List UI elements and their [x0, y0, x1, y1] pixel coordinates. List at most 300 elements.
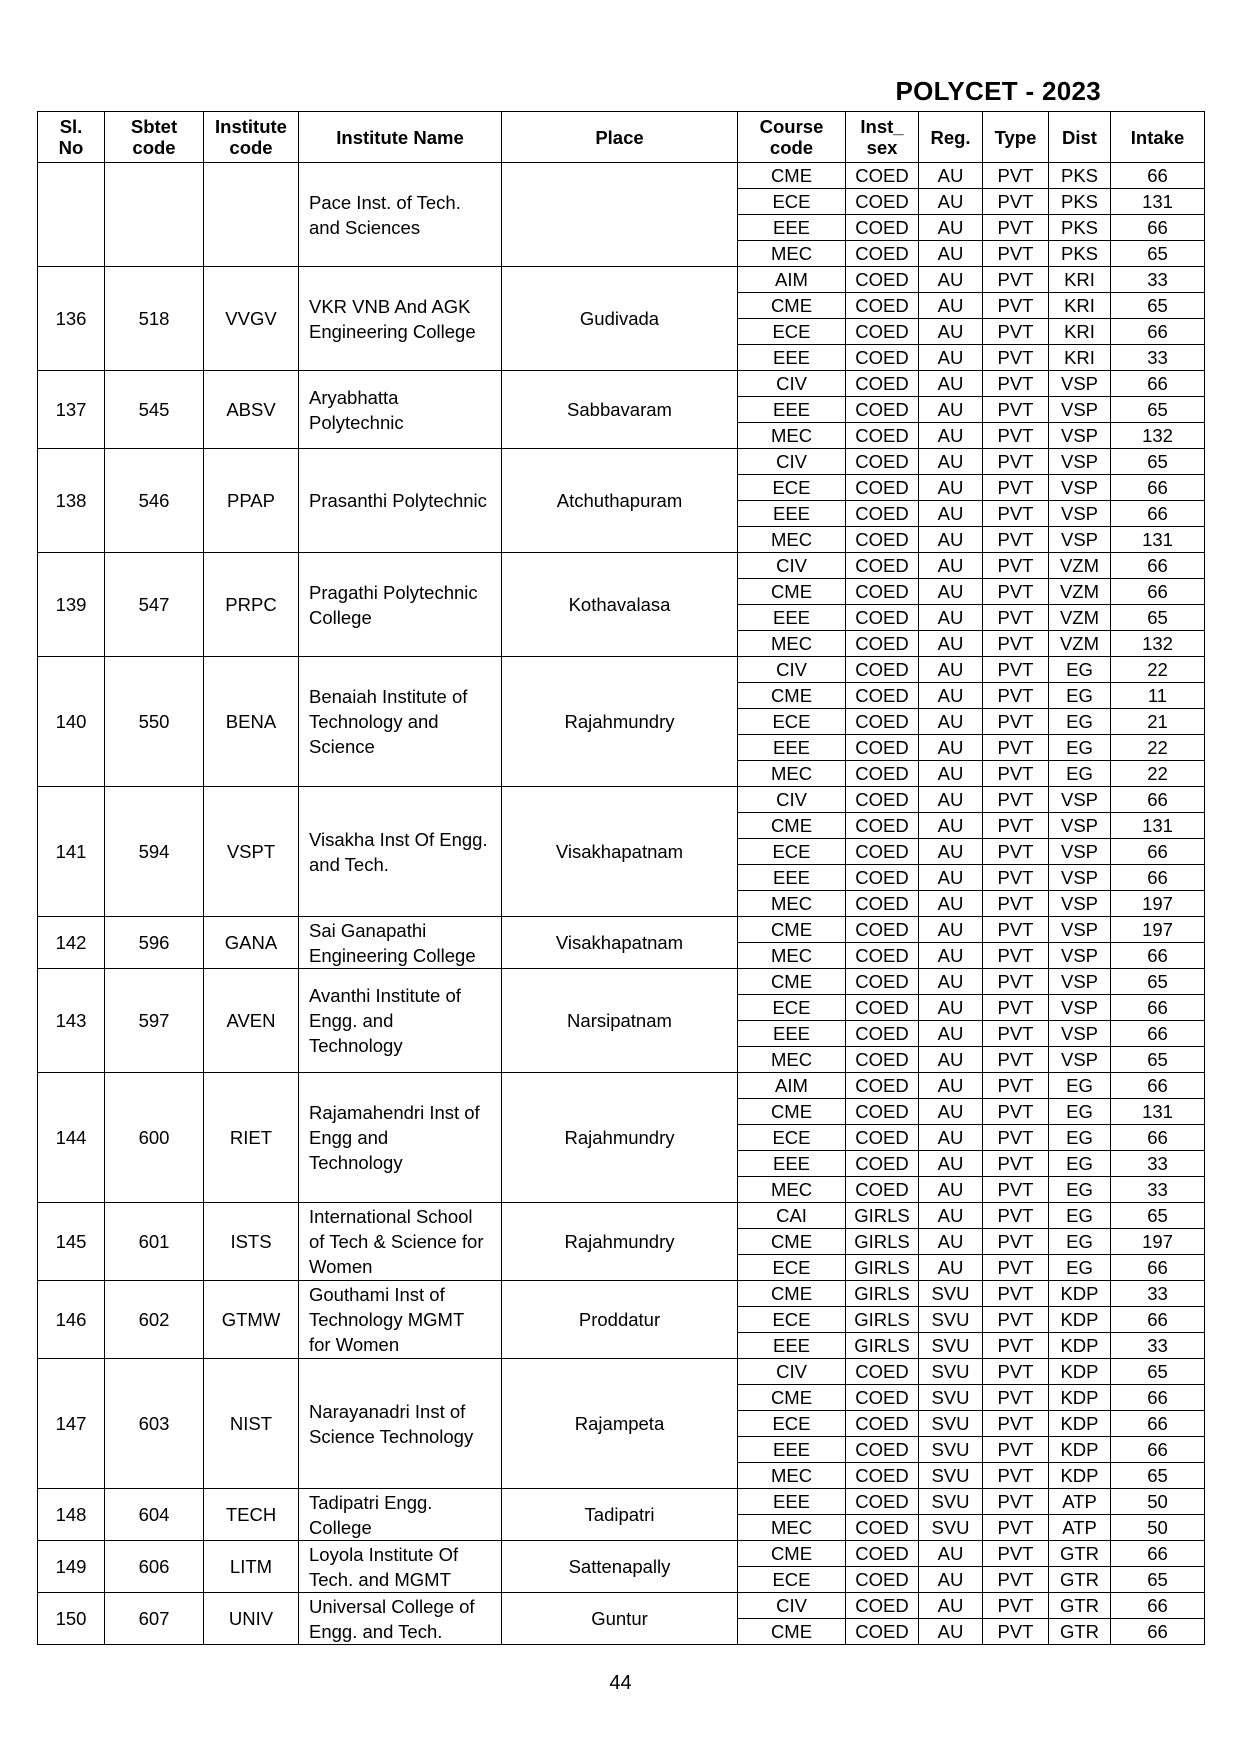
intake-cell: 131	[1111, 189, 1205, 215]
institute-name-cell: Loyola Institute Of Tech. and MGMT	[299, 1541, 502, 1593]
sl-no-cell: 137	[38, 371, 105, 449]
intake-cell: 50	[1111, 1515, 1205, 1541]
sbtet-code-cell: 607	[105, 1593, 204, 1645]
type-cell: PVT	[983, 1151, 1049, 1177]
institute-code-cell: ISTS	[204, 1203, 299, 1281]
course-code-cell: ECE	[738, 839, 846, 865]
type-cell: PVT	[983, 1619, 1049, 1645]
sbtet-code-cell: 546	[105, 449, 204, 553]
intake-cell: 65	[1111, 449, 1205, 475]
place-cell: Rajampeta	[502, 1359, 738, 1489]
inst-sex-cell: COED	[846, 1385, 919, 1411]
intake-cell: 65	[1111, 1047, 1205, 1073]
inst-sex-cell: COED	[846, 657, 919, 683]
district-cell: VSP	[1049, 969, 1111, 995]
region-cell: AU	[919, 345, 983, 371]
table-row	[38, 1593, 1205, 1619]
type-cell: PVT	[983, 553, 1049, 579]
intake-cell: 33	[1111, 345, 1205, 371]
intake-cell: 65	[1111, 605, 1205, 631]
table-row	[38, 657, 1205, 683]
sl-no-cell: 145	[38, 1203, 105, 1281]
intake-cell: 33	[1111, 267, 1205, 293]
type-cell: PVT	[983, 1099, 1049, 1125]
sbtet-code-cell: 594	[105, 787, 204, 917]
region-cell: AU	[919, 267, 983, 293]
intake-cell: 22	[1111, 735, 1205, 761]
region-cell: AU	[919, 1177, 983, 1203]
intake-cell: 22	[1111, 657, 1205, 683]
type-cell: PVT	[983, 969, 1049, 995]
region-cell: AU	[919, 397, 983, 423]
place-cell: Sabbavaram	[502, 371, 738, 449]
type-cell: PVT	[983, 1021, 1049, 1047]
course-code-cell: EEE	[738, 501, 846, 527]
inst-sex-cell: COED	[846, 1359, 919, 1385]
intake-cell: 66	[1111, 1541, 1205, 1567]
inst-sex-cell: COED	[846, 813, 919, 839]
sl-no-cell: 142	[38, 917, 105, 969]
intake-cell: 66	[1111, 1307, 1205, 1333]
district-cell: VSP	[1049, 995, 1111, 1021]
type-cell: PVT	[983, 267, 1049, 293]
intake-cell: 66	[1111, 371, 1205, 397]
district-cell: VSP	[1049, 1047, 1111, 1073]
district-cell: EG	[1049, 1177, 1111, 1203]
course-code-cell: ECE	[738, 709, 846, 735]
district-cell: GTR	[1049, 1619, 1111, 1645]
course-code-cell: EEE	[738, 735, 846, 761]
inst-sex-cell: COED	[846, 215, 919, 241]
district-cell: KDP	[1049, 1463, 1111, 1489]
place-cell: Rajahmundry	[502, 1073, 738, 1203]
institute-code-cell: RIET	[204, 1073, 299, 1203]
inst-sex-cell: GIRLS	[846, 1229, 919, 1255]
course-code-cell: CIV	[738, 1359, 846, 1385]
district-cell: KDP	[1049, 1281, 1111, 1307]
intake-cell: 66	[1111, 1619, 1205, 1645]
institute-name-cell: Pace Inst. of Tech. and Sciences	[299, 163, 502, 267]
intake-cell: 65	[1111, 1359, 1205, 1385]
district-cell: VZM	[1049, 605, 1111, 631]
type-cell: PVT	[983, 449, 1049, 475]
course-code-cell: EEE	[738, 1333, 846, 1359]
type-cell: PVT	[983, 241, 1049, 267]
intake-cell: 33	[1111, 1177, 1205, 1203]
intake-cell: 66	[1111, 1593, 1205, 1619]
inst-sex-cell: COED	[846, 995, 919, 1021]
course-code-cell: EEE	[738, 1151, 846, 1177]
region-cell: SVU	[919, 1307, 983, 1333]
course-code-cell: MEC	[738, 1177, 846, 1203]
inst-sex-cell: COED	[846, 319, 919, 345]
inst-sex-cell: COED	[846, 1619, 919, 1645]
type-cell: PVT	[983, 345, 1049, 371]
inst-sex-cell: COED	[846, 553, 919, 579]
type-cell: PVT	[983, 293, 1049, 319]
course-code-cell: CME	[738, 969, 846, 995]
region-cell: SVU	[919, 1281, 983, 1307]
intake-cell: 66	[1111, 943, 1205, 969]
sbtet-code-cell: 600	[105, 1073, 204, 1203]
course-code-cell: CIV	[738, 371, 846, 397]
district-cell: PKS	[1049, 163, 1111, 189]
institute-code-cell: LITM	[204, 1541, 299, 1593]
intake-cell: 66	[1111, 579, 1205, 605]
inst-sex-cell: COED	[846, 865, 919, 891]
header-sl-no: Sl. No	[38, 112, 105, 163]
intake-cell: 11	[1111, 683, 1205, 709]
sbtet-code-cell	[105, 163, 204, 267]
type-cell: PVT	[983, 1047, 1049, 1073]
course-code-cell: EEE	[738, 605, 846, 631]
region-cell: AU	[919, 865, 983, 891]
inst-sex-cell: COED	[846, 709, 919, 735]
type-cell: PVT	[983, 605, 1049, 631]
type-cell: PVT	[983, 709, 1049, 735]
institute-code-cell: PPAP	[204, 449, 299, 553]
district-cell: VSP	[1049, 527, 1111, 553]
district-cell: VZM	[1049, 553, 1111, 579]
inst-sex-cell: COED	[846, 1151, 919, 1177]
region-cell: AU	[919, 839, 983, 865]
district-cell: EG	[1049, 1099, 1111, 1125]
table-row	[38, 371, 1205, 397]
region-cell: AU	[919, 1541, 983, 1567]
intake-cell: 131	[1111, 1099, 1205, 1125]
region-cell: AU	[919, 709, 983, 735]
place-cell: Visakhapatnam	[502, 917, 738, 969]
intake-cell: 22	[1111, 761, 1205, 787]
type-cell: PVT	[983, 1281, 1049, 1307]
course-code-cell: CME	[738, 1099, 846, 1125]
course-code-cell: MEC	[738, 527, 846, 553]
inst-sex-cell: COED	[846, 1047, 919, 1073]
table-row	[38, 1489, 1205, 1515]
header-inst-sex: Inst_ sex	[846, 112, 919, 163]
intake-cell: 33	[1111, 1333, 1205, 1359]
intake-cell: 197	[1111, 917, 1205, 943]
type-cell: PVT	[983, 1203, 1049, 1229]
inst-sex-cell: COED	[846, 1567, 919, 1593]
course-code-cell: MEC	[738, 1463, 846, 1489]
inst-sex-cell: COED	[846, 345, 919, 371]
district-cell: VSP	[1049, 475, 1111, 501]
type-cell: PVT	[983, 995, 1049, 1021]
district-cell: KDP	[1049, 1385, 1111, 1411]
region-cell: AU	[919, 995, 983, 1021]
type-cell: PVT	[983, 787, 1049, 813]
course-code-cell: CME	[738, 917, 846, 943]
course-code-cell: ECE	[738, 475, 846, 501]
institute-code-cell: GTMW	[204, 1281, 299, 1359]
district-cell: KRI	[1049, 267, 1111, 293]
district-cell: EG	[1049, 657, 1111, 683]
inst-sex-cell: COED	[846, 527, 919, 553]
district-cell: VSP	[1049, 813, 1111, 839]
inst-sex-cell: COED	[846, 189, 919, 215]
course-code-cell: EEE	[738, 1489, 846, 1515]
course-code-cell: EEE	[738, 345, 846, 371]
region-cell: SVU	[919, 1333, 983, 1359]
district-cell: EG	[1049, 709, 1111, 735]
region-cell: AU	[919, 189, 983, 215]
header-place: Place	[502, 112, 738, 163]
intake-cell: 33	[1111, 1151, 1205, 1177]
intake-cell: 131	[1111, 813, 1205, 839]
district-cell: KDP	[1049, 1411, 1111, 1437]
sbtet-code-cell: 602	[105, 1281, 204, 1359]
table-row	[38, 787, 1205, 813]
sbtet-code-cell: 597	[105, 969, 204, 1073]
institute-name-cell: Sai Ganapathi Engineering College	[299, 917, 502, 969]
region-cell: SVU	[919, 1515, 983, 1541]
inst-sex-cell: COED	[846, 1515, 919, 1541]
district-cell: VSP	[1049, 891, 1111, 917]
table-row	[38, 1203, 1205, 1229]
district-cell: KDP	[1049, 1333, 1111, 1359]
type-cell: PVT	[983, 1593, 1049, 1619]
district-cell: VZM	[1049, 631, 1111, 657]
type-cell: PVT	[983, 163, 1049, 189]
course-code-cell: CAI	[738, 1203, 846, 1229]
place-cell: Visakhapatnam	[502, 787, 738, 917]
region-cell: SVU	[919, 1463, 983, 1489]
district-cell: KRI	[1049, 319, 1111, 345]
type-cell: PVT	[983, 813, 1049, 839]
district-cell: ATP	[1049, 1489, 1111, 1515]
region-cell: SVU	[919, 1411, 983, 1437]
district-cell: VSP	[1049, 1021, 1111, 1047]
intake-cell: 66	[1111, 1125, 1205, 1151]
course-code-cell: CIV	[738, 449, 846, 475]
region-cell: AU	[919, 1047, 983, 1073]
sbtet-code-cell: 596	[105, 917, 204, 969]
region-cell: AU	[919, 579, 983, 605]
institute-name-cell: Aryabhatta Polytechnic	[299, 371, 502, 449]
inst-sex-cell: COED	[846, 969, 919, 995]
course-code-cell: MEC	[738, 943, 846, 969]
type-cell: PVT	[983, 657, 1049, 683]
type-cell: PVT	[983, 891, 1049, 917]
institute-name-cell: Rajamahendri Inst of Engg and Technology	[299, 1073, 502, 1203]
inst-sex-cell: COED	[846, 917, 919, 943]
table-row	[38, 969, 1205, 995]
region-cell: AU	[919, 1151, 983, 1177]
table-row	[38, 267, 1205, 293]
district-cell: EG	[1049, 1203, 1111, 1229]
region-cell: AU	[919, 1255, 983, 1281]
district-cell: VSP	[1049, 397, 1111, 423]
type-cell: PVT	[983, 1385, 1049, 1411]
intake-cell: 50	[1111, 1489, 1205, 1515]
inst-sex-cell: COED	[846, 1411, 919, 1437]
inst-sex-cell: COED	[846, 163, 919, 189]
sbtet-code-cell: 550	[105, 657, 204, 787]
type-cell: PVT	[983, 1567, 1049, 1593]
place-cell: Rajahmundry	[502, 1203, 738, 1281]
sl-no-cell: 138	[38, 449, 105, 553]
course-code-cell: EEE	[738, 865, 846, 891]
course-code-cell: CME	[738, 1385, 846, 1411]
table-row	[38, 1073, 1205, 1099]
sl-no-cell	[38, 163, 105, 267]
inst-sex-cell: GIRLS	[846, 1281, 919, 1307]
institute-code-cell: ABSV	[204, 371, 299, 449]
sl-no-cell: 139	[38, 553, 105, 657]
institute-code-cell: BENA	[204, 657, 299, 787]
sl-no-cell: 141	[38, 787, 105, 917]
type-cell: PVT	[983, 397, 1049, 423]
table-row	[38, 1281, 1205, 1307]
intake-cell: 21	[1111, 709, 1205, 735]
header-intake: Intake	[1111, 112, 1205, 163]
inst-sex-cell: COED	[846, 267, 919, 293]
region-cell: AU	[919, 735, 983, 761]
intake-cell: 66	[1111, 1073, 1205, 1099]
inst-sex-cell: COED	[846, 1593, 919, 1619]
sbtet-code-cell: 601	[105, 1203, 204, 1281]
header-region: Reg.	[919, 112, 983, 163]
region-cell: SVU	[919, 1489, 983, 1515]
region-cell: AU	[919, 1593, 983, 1619]
region-cell: AU	[919, 605, 983, 631]
district-cell: EG	[1049, 1151, 1111, 1177]
district-cell: EG	[1049, 1255, 1111, 1281]
type-cell: PVT	[983, 917, 1049, 943]
district-cell: VSP	[1049, 839, 1111, 865]
intake-cell: 66	[1111, 475, 1205, 501]
region-cell: AU	[919, 371, 983, 397]
place-cell	[502, 163, 738, 267]
institute-name-cell: Benaiah Institute of Technology and Science	[299, 657, 502, 787]
place-cell: Rajahmundry	[502, 657, 738, 787]
course-code-cell: MEC	[738, 631, 846, 657]
table-row	[38, 1541, 1205, 1567]
inst-sex-cell: COED	[846, 1489, 919, 1515]
intake-cell: 65	[1111, 969, 1205, 995]
institute-code-cell: NIST	[204, 1359, 299, 1489]
district-cell: GTR	[1049, 1567, 1111, 1593]
table-body	[38, 163, 1205, 1645]
inst-sex-cell: COED	[846, 735, 919, 761]
inst-sex-cell: COED	[846, 631, 919, 657]
type-cell: PVT	[983, 579, 1049, 605]
district-cell: VSP	[1049, 917, 1111, 943]
inst-sex-cell: GIRLS	[846, 1333, 919, 1359]
district-cell: GTR	[1049, 1541, 1111, 1567]
inst-sex-cell: COED	[846, 683, 919, 709]
header-institute-name: Institute Name	[299, 112, 502, 163]
inst-sex-cell: COED	[846, 605, 919, 631]
inst-sex-cell: COED	[846, 787, 919, 813]
type-cell: PVT	[983, 371, 1049, 397]
intake-cell: 66	[1111, 1021, 1205, 1047]
type-cell: PVT	[983, 735, 1049, 761]
type-cell: PVT	[983, 761, 1049, 787]
intake-cell: 66	[1111, 1255, 1205, 1281]
place-cell: Sattenapally	[502, 1541, 738, 1593]
course-code-cell: MEC	[738, 1047, 846, 1073]
region-cell: AU	[919, 423, 983, 449]
header-district: Dist	[1049, 112, 1111, 163]
header-course-code: Course code	[738, 112, 846, 163]
sl-no-cell: 140	[38, 657, 105, 787]
type-cell: PVT	[983, 215, 1049, 241]
sl-no-cell: 149	[38, 1541, 105, 1593]
inst-sex-cell: COED	[846, 423, 919, 449]
inst-sex-cell: COED	[846, 1073, 919, 1099]
sbtet-code-cell: 604	[105, 1489, 204, 1541]
type-cell: PVT	[983, 839, 1049, 865]
region-cell: AU	[919, 293, 983, 319]
table-header-row	[38, 112, 1205, 163]
region-cell: AU	[919, 1203, 983, 1229]
place-cell: Atchuthapuram	[502, 449, 738, 553]
type-cell: PVT	[983, 943, 1049, 969]
course-code-cell: MEC	[738, 891, 846, 917]
intake-cell: 66	[1111, 787, 1205, 813]
institute-name-cell: VKR VNB And AGK Engineering College	[299, 267, 502, 371]
type-cell: PVT	[983, 1307, 1049, 1333]
institute-name-cell: Gouthami Inst of Technology MGMT for Women	[299, 1281, 502, 1359]
course-code-cell: CME	[738, 813, 846, 839]
region-cell: AU	[919, 683, 983, 709]
region-cell: AU	[919, 917, 983, 943]
region-cell: AU	[919, 319, 983, 345]
district-cell: EG	[1049, 683, 1111, 709]
type-cell: PVT	[983, 1359, 1049, 1385]
district-cell: VSP	[1049, 865, 1111, 891]
sbtet-code-cell: 606	[105, 1541, 204, 1593]
district-cell: PKS	[1049, 215, 1111, 241]
region-cell: AU	[919, 553, 983, 579]
inst-sex-cell: COED	[846, 1541, 919, 1567]
course-code-cell: ECE	[738, 1125, 846, 1151]
sl-no-cell: 150	[38, 1593, 105, 1645]
course-code-cell: CIV	[738, 1593, 846, 1619]
region-cell: AU	[919, 475, 983, 501]
district-cell: EG	[1049, 1073, 1111, 1099]
region-cell: AU	[919, 501, 983, 527]
course-code-cell: EEE	[738, 215, 846, 241]
region-cell: AU	[919, 891, 983, 917]
course-code-cell: CIV	[738, 787, 846, 813]
intake-cell: 197	[1111, 1229, 1205, 1255]
sl-no-cell: 143	[38, 969, 105, 1073]
intake-cell: 197	[1111, 891, 1205, 917]
intake-table	[37, 111, 1205, 1645]
inst-sex-cell: GIRLS	[846, 1203, 919, 1229]
inst-sex-cell: COED	[846, 1437, 919, 1463]
region-cell: AU	[919, 631, 983, 657]
intake-cell: 66	[1111, 215, 1205, 241]
district-cell: GTR	[1049, 1593, 1111, 1619]
district-cell: VSP	[1049, 423, 1111, 449]
inst-sex-cell: COED	[846, 397, 919, 423]
type-cell: PVT	[983, 319, 1049, 345]
intake-cell: 65	[1111, 1203, 1205, 1229]
intake-cell: 65	[1111, 397, 1205, 423]
course-code-cell: ECE	[738, 1567, 846, 1593]
course-code-cell: CIV	[738, 657, 846, 683]
course-code-cell: AIM	[738, 267, 846, 293]
page-number: 44	[609, 1672, 632, 1694]
sbtet-code-cell: 545	[105, 371, 204, 449]
sbtet-code-cell: 518	[105, 267, 204, 371]
district-cell: KRI	[1049, 293, 1111, 319]
district-cell: VSP	[1049, 449, 1111, 475]
